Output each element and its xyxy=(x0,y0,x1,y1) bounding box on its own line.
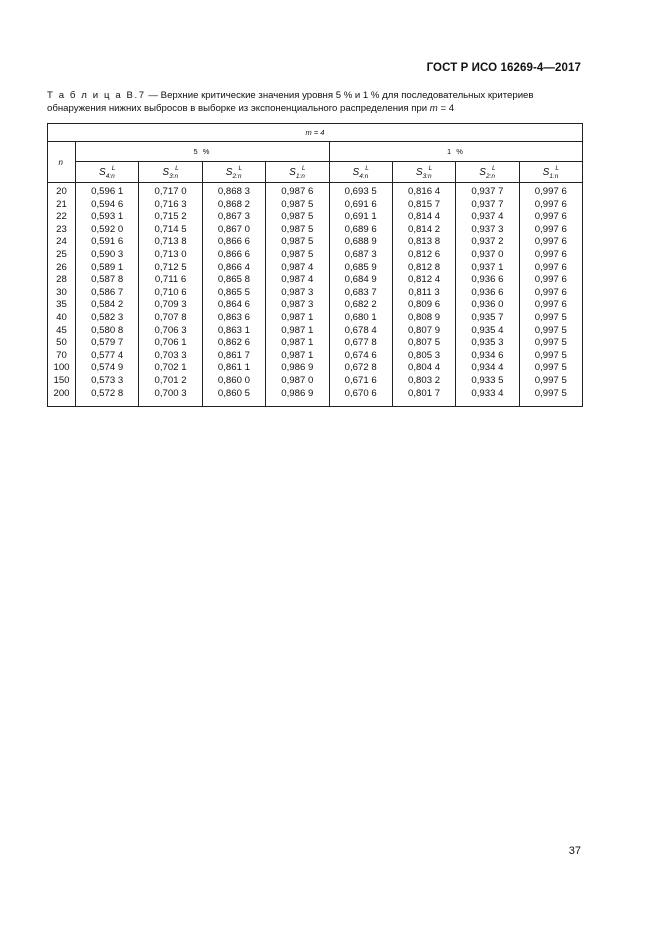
value-cell: 0,867 0 xyxy=(202,224,265,237)
value-cell: 0,997 5 xyxy=(519,325,582,338)
value-cell: 0,933 4 xyxy=(456,388,519,407)
stat-column-header: $S_{2:n}^L$ xyxy=(202,162,265,183)
value-cell: 0,987 1 xyxy=(266,312,329,325)
value-cell: 0,987 5 xyxy=(266,236,329,249)
table-row xyxy=(48,337,583,350)
value-cell: 0,860 5 xyxy=(202,388,265,407)
value-cell: 0,680 1 xyxy=(329,312,392,325)
level-1-header: 1 % xyxy=(329,142,583,162)
table-row xyxy=(48,262,583,275)
value-cell: 0,711 6 xyxy=(139,274,202,287)
value-cell: 0,707 8 xyxy=(139,312,202,325)
value-cell: 0,997 5 xyxy=(519,388,582,407)
n-cell: 25 xyxy=(48,249,76,262)
value-cell: 0,706 1 xyxy=(139,337,202,350)
stat-column-header: $S_{4:n}^L$ xyxy=(329,162,392,183)
table-row xyxy=(48,199,583,212)
page-number: 37 xyxy=(568,845,581,857)
value-cell: 0,691 1 xyxy=(329,211,392,224)
value-cell: 0,670 6 xyxy=(329,388,392,407)
n-cell: 70 xyxy=(48,350,76,363)
n-cell: 20 xyxy=(48,183,76,199)
table-row xyxy=(48,224,583,237)
value-cell: 0,986 9 xyxy=(266,362,329,375)
value-cell: 0,713 8 xyxy=(139,236,202,249)
value-cell: 0,987 6 xyxy=(266,183,329,199)
value-cell: 0,674 6 xyxy=(329,350,392,363)
stat-column-header: $S_{1:n}^L$ xyxy=(519,162,582,183)
table-row xyxy=(48,287,583,300)
n-cell: 100 xyxy=(48,362,76,375)
value-cell: 0,937 7 xyxy=(456,199,519,212)
value-cell: 0,937 3 xyxy=(456,224,519,237)
value-cell: 0,682 2 xyxy=(329,299,392,312)
n-cell: 35 xyxy=(48,299,76,312)
n-header: n xyxy=(48,142,76,183)
value-cell: 0,866 6 xyxy=(202,236,265,249)
value-cell: 0,687 3 xyxy=(329,249,392,262)
value-cell: 0,691 6 xyxy=(329,199,392,212)
value-cell: 0,587 8 xyxy=(76,274,139,287)
table-row xyxy=(48,236,583,249)
value-cell: 0,936 6 xyxy=(456,274,519,287)
value-cell: 0,701 2 xyxy=(139,375,202,388)
value-cell: 0,714 5 xyxy=(139,224,202,237)
table-row xyxy=(48,299,583,312)
value-cell: 0,713 0 xyxy=(139,249,202,262)
value-cell: 0,862 6 xyxy=(202,337,265,350)
value-cell: 0,586 7 xyxy=(76,287,139,300)
stat-column-header: $S_{3:n}^L$ xyxy=(392,162,455,183)
value-cell: 0,582 3 xyxy=(76,312,139,325)
value-cell: 0,814 4 xyxy=(392,211,455,224)
value-cell: 0,574 9 xyxy=(76,362,139,375)
value-cell: 0,579 7 xyxy=(76,337,139,350)
value-cell: 0,803 2 xyxy=(392,375,455,388)
value-cell: 0,987 1 xyxy=(266,325,329,338)
value-cell: 0,997 5 xyxy=(519,337,582,350)
value-cell: 0,997 6 xyxy=(519,287,582,300)
n-cell: 30 xyxy=(48,287,76,300)
value-cell: 0,997 5 xyxy=(519,375,582,388)
value-cell: 0,816 4 xyxy=(392,183,455,199)
value-cell: 0,987 1 xyxy=(266,337,329,350)
value-cell: 0,689 6 xyxy=(329,224,392,237)
value-cell: 0,716 3 xyxy=(139,199,202,212)
value-cell: 0,866 6 xyxy=(202,249,265,262)
value-cell: 0,706 3 xyxy=(139,325,202,338)
value-cell: 0,861 7 xyxy=(202,350,265,363)
value-cell: 0,693 5 xyxy=(329,183,392,199)
value-cell: 0,868 2 xyxy=(202,199,265,212)
n-cell: 200 xyxy=(48,388,76,407)
value-cell: 0,934 4 xyxy=(456,362,519,375)
table-row xyxy=(48,388,583,407)
value-cell: 0,573 3 xyxy=(76,375,139,388)
table-row xyxy=(48,274,583,287)
n-cell: 150 xyxy=(48,375,76,388)
table-caption xyxy=(47,90,587,115)
value-cell: 0,997 6 xyxy=(519,199,582,212)
value-cell: 0,677 8 xyxy=(329,337,392,350)
value-cell: 0,807 5 xyxy=(392,337,455,350)
value-cell: 0,863 6 xyxy=(202,312,265,325)
table-row xyxy=(48,350,583,363)
value-cell: 0,863 1 xyxy=(202,325,265,338)
stat-column-header: $S_{2:n}^L$ xyxy=(456,162,519,183)
value-cell: 0,813 8 xyxy=(392,236,455,249)
n-cell: 24 xyxy=(48,236,76,249)
value-cell: 0,684 9 xyxy=(329,274,392,287)
value-cell: 0,987 5 xyxy=(266,224,329,237)
table-label: Т а б л и ц а В.7 xyxy=(47,90,146,101)
value-cell: 0,997 6 xyxy=(519,249,582,262)
value-cell: 0,868 3 xyxy=(202,183,265,199)
value-cell: 0,672 8 xyxy=(329,362,392,375)
value-cell: 0,683 7 xyxy=(329,287,392,300)
value-cell: 0,811 3 xyxy=(392,287,455,300)
table-row xyxy=(48,325,583,338)
value-cell: 0,937 7 xyxy=(456,183,519,199)
value-cell: 0,700 3 xyxy=(139,388,202,407)
value-cell: 0,712 5 xyxy=(139,262,202,275)
value-cell: 0,935 3 xyxy=(456,337,519,350)
value-cell: 0,997 6 xyxy=(519,183,582,199)
value-cell: 0,935 7 xyxy=(456,312,519,325)
critical-values-table xyxy=(47,123,583,407)
value-cell: 0,702 1 xyxy=(139,362,202,375)
value-cell: 0,815 7 xyxy=(392,199,455,212)
value-cell: 0,861 1 xyxy=(202,362,265,375)
value-cell: 0,937 4 xyxy=(456,211,519,224)
value-cell: 0,860 0 xyxy=(202,375,265,388)
value-cell: 0,997 5 xyxy=(519,350,582,363)
value-cell: 0,987 4 xyxy=(266,274,329,287)
level-5-header: 5 % xyxy=(76,142,330,162)
table-row xyxy=(48,183,583,199)
table-body xyxy=(48,183,583,407)
value-cell: 0,577 4 xyxy=(76,350,139,363)
m-header: m = 4 xyxy=(48,124,583,142)
n-cell: 26 xyxy=(48,262,76,275)
value-cell: 0,933 5 xyxy=(456,375,519,388)
table-row xyxy=(48,375,583,388)
value-cell: 0,987 5 xyxy=(266,211,329,224)
caption-m-value: = 4 xyxy=(437,102,455,114)
value-cell: 0,987 1 xyxy=(266,350,329,363)
value-cell: 0,936 0 xyxy=(456,299,519,312)
value-cell: 0,804 4 xyxy=(392,362,455,375)
table-row xyxy=(48,362,583,375)
value-cell: 0,987 4 xyxy=(266,262,329,275)
value-cell: 0,591 6 xyxy=(76,236,139,249)
value-cell: 0,812 4 xyxy=(392,274,455,287)
value-cell: 0,809 6 xyxy=(392,299,455,312)
n-cell: 40 xyxy=(48,312,76,325)
n-cell: 23 xyxy=(48,224,76,237)
caption-m-variable: m xyxy=(429,102,438,114)
value-cell: 0,997 6 xyxy=(519,274,582,287)
value-cell: 0,801 7 xyxy=(392,388,455,407)
value-cell: 0,688 9 xyxy=(329,236,392,249)
value-cell: 0,808 9 xyxy=(392,312,455,325)
value-cell: 0,936 6 xyxy=(456,287,519,300)
stat-column-header: $S_{1:n}^L$ xyxy=(266,162,329,183)
value-cell: 0,715 2 xyxy=(139,211,202,224)
value-cell: 0,864 6 xyxy=(202,299,265,312)
value-cell: 0,987 3 xyxy=(266,299,329,312)
value-cell: 0,937 0 xyxy=(456,249,519,262)
value-cell: 0,594 6 xyxy=(76,199,139,212)
value-cell: 0,593 1 xyxy=(76,211,139,224)
value-cell: 0,678 4 xyxy=(329,325,392,338)
value-cell: 0,717 0 xyxy=(139,183,202,199)
table-row xyxy=(48,249,583,262)
value-cell: 0,710 6 xyxy=(139,287,202,300)
stat-header-row xyxy=(48,162,583,183)
value-cell: 0,866 4 xyxy=(202,262,265,275)
value-cell: 0,934 6 xyxy=(456,350,519,363)
n-cell: 50 xyxy=(48,337,76,350)
value-cell: 0,592 0 xyxy=(76,224,139,237)
value-cell: 0,987 5 xyxy=(266,199,329,212)
n-cell: 22 xyxy=(48,211,76,224)
value-cell: 0,584 2 xyxy=(76,299,139,312)
value-cell: 0,709 3 xyxy=(139,299,202,312)
value-cell: 0,935 4 xyxy=(456,325,519,338)
value-cell: 0,987 3 xyxy=(266,287,329,300)
value-cell: 0,572 8 xyxy=(76,388,139,407)
stat-column-header: $S_{3:n}^L$ xyxy=(139,162,202,183)
value-cell: 0,671 6 xyxy=(329,375,392,388)
caption-text: — Верхние критические значения уровня 5 % и 1 % для последовательных критериев обнаружения нижних выбросов в выборке из экспоненциального распределения при xyxy=(47,90,534,114)
value-cell: 0,589 1 xyxy=(76,262,139,275)
value-cell: 0,812 8 xyxy=(392,262,455,275)
value-cell: 0,580 8 xyxy=(76,325,139,338)
value-cell: 0,997 5 xyxy=(519,312,582,325)
table-row xyxy=(48,312,583,325)
value-cell: 0,937 2 xyxy=(456,236,519,249)
n-cell: 28 xyxy=(48,274,76,287)
value-cell: 0,997 6 xyxy=(519,236,582,249)
stat-column-header: $S_{4:n}^L$ xyxy=(76,162,139,183)
value-cell: 0,997 6 xyxy=(519,211,582,224)
document-code: ГОСТ Р ИСО 16269-4—2017 xyxy=(426,62,581,74)
value-cell: 0,812 6 xyxy=(392,249,455,262)
value-cell: 0,937 1 xyxy=(456,262,519,275)
value-cell: 0,987 0 xyxy=(266,375,329,388)
table-row xyxy=(48,211,583,224)
value-cell: 0,865 5 xyxy=(202,287,265,300)
value-cell: 0,865 8 xyxy=(202,274,265,287)
value-cell: 0,807 9 xyxy=(392,325,455,338)
value-cell: 0,997 5 xyxy=(519,362,582,375)
value-cell: 0,867 3 xyxy=(202,211,265,224)
value-cell: 0,703 3 xyxy=(139,350,202,363)
value-cell: 0,986 9 xyxy=(266,388,329,407)
value-cell: 0,997 6 xyxy=(519,299,582,312)
value-cell: 0,997 6 xyxy=(519,224,582,237)
value-cell: 0,590 3 xyxy=(76,249,139,262)
value-cell: 0,814 2 xyxy=(392,224,455,237)
n-cell: 21 xyxy=(48,199,76,212)
value-cell: 0,596 1 xyxy=(76,183,139,199)
value-cell: 0,685 9 xyxy=(329,262,392,275)
n-cell: 45 xyxy=(48,325,76,338)
value-cell: 0,987 5 xyxy=(266,249,329,262)
value-cell: 0,805 3 xyxy=(392,350,455,363)
value-cell: 0,997 6 xyxy=(519,262,582,275)
